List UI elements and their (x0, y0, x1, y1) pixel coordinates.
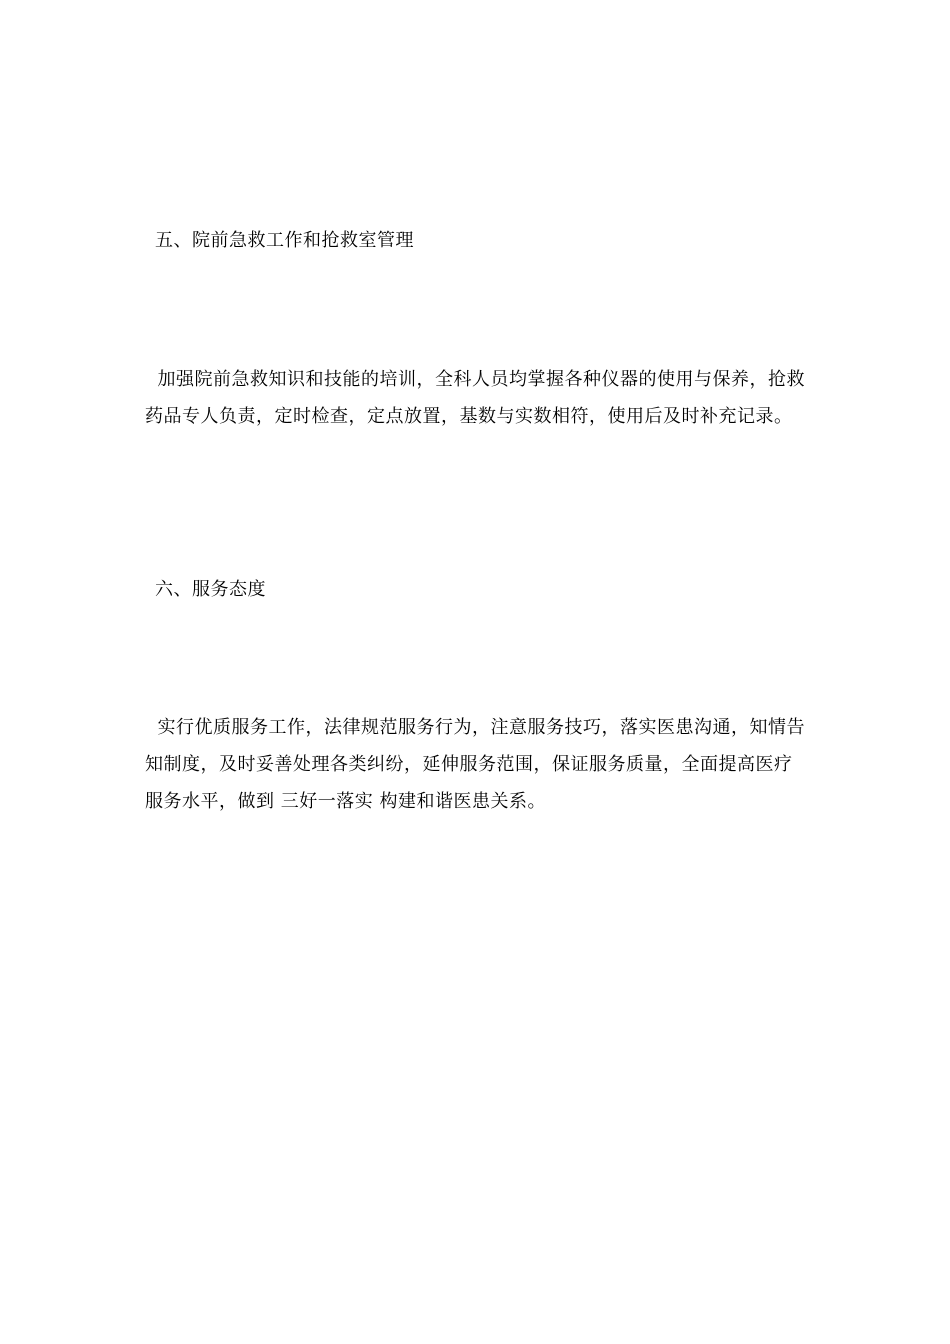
section-heading-6: 六、服务态度 (155, 579, 266, 600)
section-paragraph-5: 加强院前急救知识和技能的培训，全科人员均掌握各种仪器的使用与保养，抢救药品专人负责，定时检查，定点放置，基数与实数相符，使用后及时补充记录。 (145, 369, 805, 427)
section-heading-5: 五、院前急救工作和抢救室管理 (155, 230, 414, 251)
section-paragraph-6: 实行优质服务工作，法律规范服务行为，注意服务技巧，落实医患沟通，知情告知制度，及时妥善处理各类纠纷，延伸服务范围，保证服务质量，全面提高医疗服务水平，做到 三好一落实 构建和谐医患关系。 (145, 717, 805, 812)
